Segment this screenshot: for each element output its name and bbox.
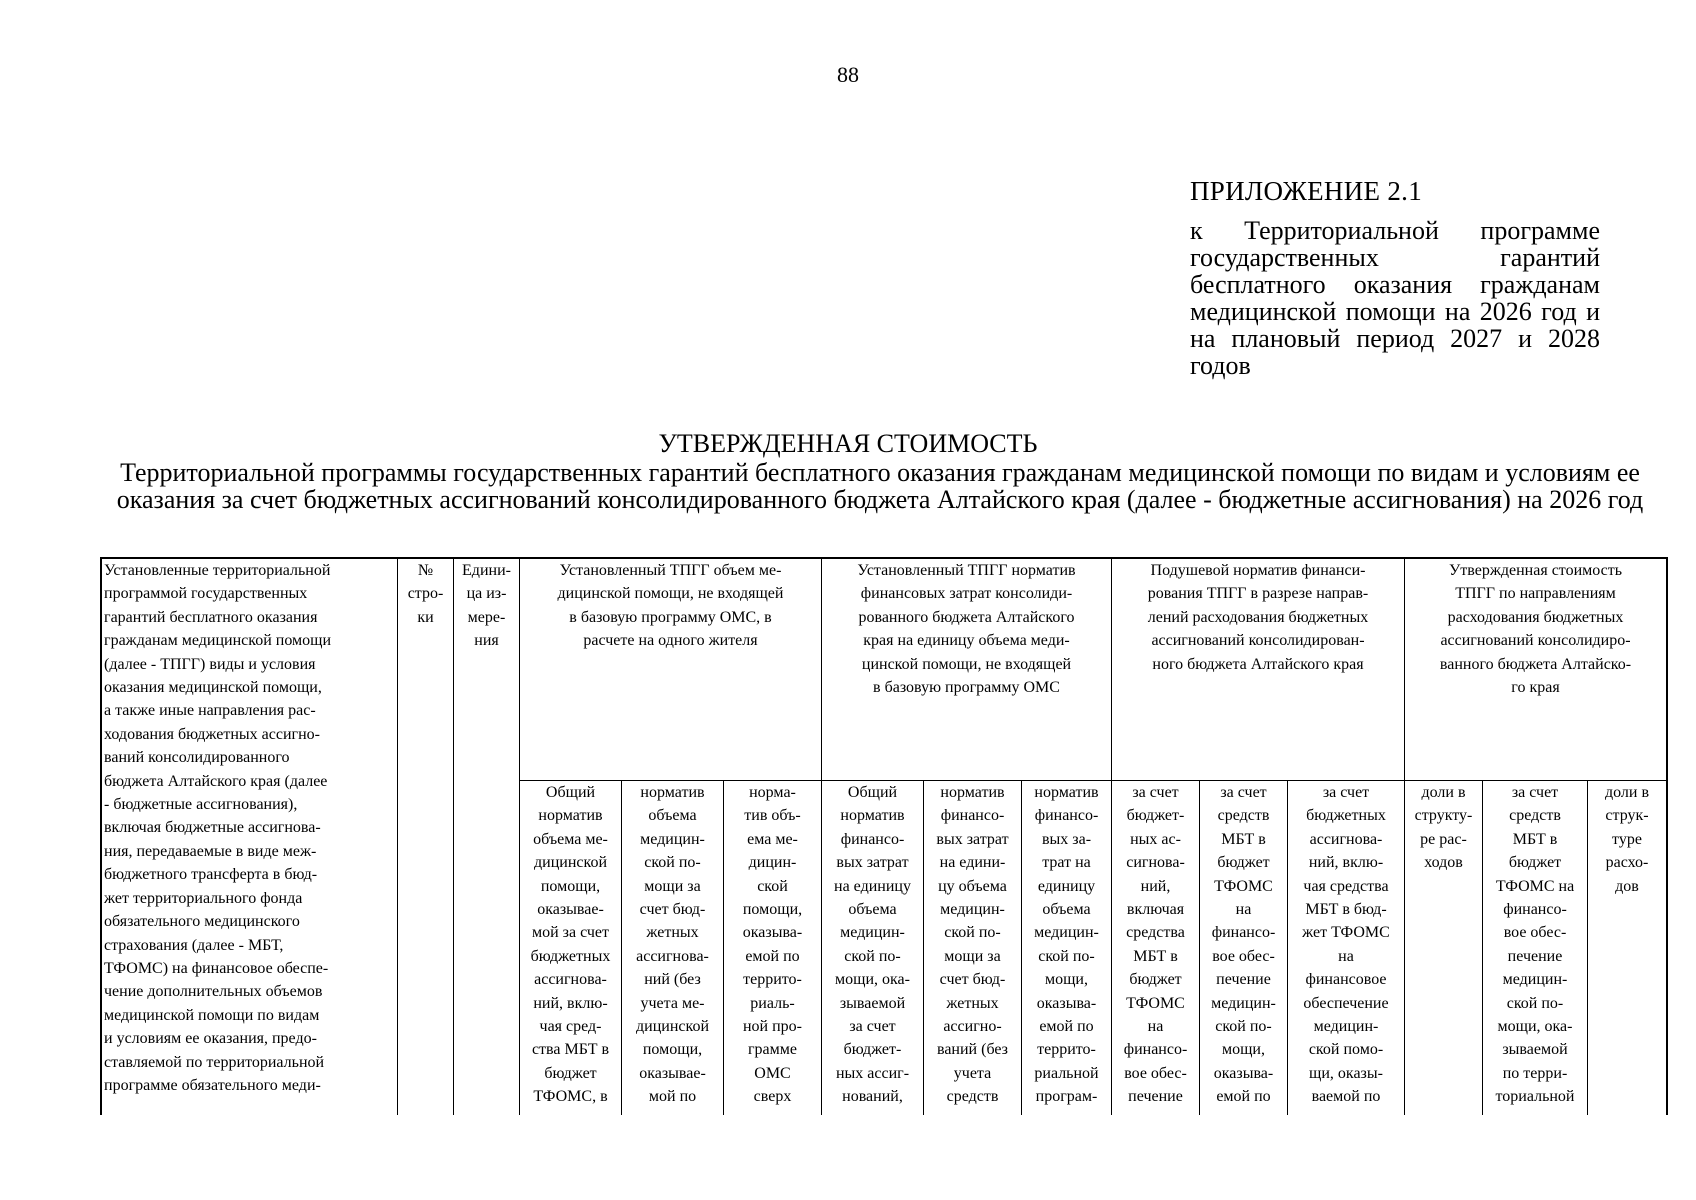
table-subheader-4	[822, 781, 924, 1115]
table-subheader-8	[1200, 781, 1288, 1115]
table-subheader-10	[1405, 781, 1483, 1115]
table-header-group-cost-norm	[822, 559, 1112, 781]
document-subtitle: Территориальной программы государственных гарантий бесплатного оказания гражданам медицинской помощи по видам и условиям ее оказания за счет бюджетных ассигнований консолидированного бюджета Алтайского края (далее - бюджетные ассигнования) на 2026 год	[116, 458, 1644, 514]
table-subheader-3-text: норма- тив объ- ема ме- дицин- ской помощи, оказыва- емой по террито- риаль- ной про- грамме ОМС сверх	[742, 784, 803, 1106]
page-number: 88	[837, 62, 859, 87]
table-header-group-approved-cost-text: Утвержденная стоимость ТПГГ по направлениям расходования бюджетных ассигнований консолидиро- ванного бюджета Алтайско- го края	[1439, 562, 1632, 697]
appendix-title: ПРИЛОЖЕНИЕ 2.1	[1190, 176, 1423, 206]
table-subheader-8-text: за счет средств МБТ в бюджет ТФОМС на финансо- вое обес- печение медицин- ской по- мощи, оказыва- емой по	[1211, 784, 1276, 1106]
table-header-group-approved-cost	[1405, 559, 1666, 781]
table-subheader-5	[924, 781, 1022, 1115]
table-subheader-5-text: норматив финансо- вых затрат на едини- цу объема медицин- ской по- мощи за счет бюд- жетных ассигно- ваний (без учета средств	[936, 784, 1009, 1106]
table-subheader-1-text: Общий норматив объема ме- дицинской помощи, оказывае- мой за счет бюджетных ассигнова- ний, вклю- чая сред- ства МБТ в бюджет ТФОМС, в	[530, 784, 611, 1106]
table-header-group-volume-text: Установленный ТПГГ объем ме- дицинской помощи, не входящей в базовую программу ОМС, в расчете на одного жителя	[557, 562, 784, 650]
table-subheader-7	[1112, 781, 1200, 1115]
table-subheader-4-text: Общий норматив финансо- вых затрат на единицу объема медицин- ской по- мощи, ока- зываемой за счет бюджет- ных ассиг- нований,	[834, 784, 911, 1106]
table-subheader-1	[520, 781, 622, 1115]
cost-table	[100, 557, 1668, 1115]
table-header-unit-text: Едини- ца из- мере- ния	[462, 562, 511, 650]
table-subheader-11	[1483, 781, 1588, 1115]
table-header-row-number-text: № стро- ки	[407, 562, 444, 626]
table-subheader-7-text: за счет бюджет- ных ас- сигнова- ний, включая средства МБТ в бюджет ТФОМС на финансо- вое обес- печение	[1123, 784, 1188, 1106]
table-subheader-12-text: доли в струк- туре расхо- дов	[1604, 784, 1650, 895]
table-header-unit	[454, 559, 520, 1115]
table-subheader-9	[1288, 781, 1405, 1115]
table-subheader-2	[622, 781, 724, 1115]
appendix-block	[1190, 178, 1600, 379]
table-subheader-12	[1588, 781, 1666, 1115]
document-title: УТВЕРЖДЕННАЯ СТОИМОСТЬ	[658, 429, 1038, 458]
table-subheader-6	[1022, 781, 1112, 1115]
table-header-group-per-capita	[1112, 559, 1405, 781]
table-subheader-6-text: норматив финансо- вых за- трат на единицу объема медицин- ской по- мощи, оказыва- емой по террито- риальной програм-	[1034, 784, 1099, 1106]
table-subheader-11-text: за счет средств МБТ в бюджет ТФОМС на финансо- вое обес- печение медицин- ской по- мощи, ока- зываемой по терри- ториальной	[1495, 784, 1575, 1106]
table-header-row-number	[398, 559, 454, 1115]
table-subheader-3	[724, 781, 822, 1115]
table-header-group-per-capita-text: Подушевой норматив финанси- рования ТПГГ в разрезе направ- лений расходования бюджетных ассигнований консолидирован- ного бюджета Алтайского края	[1147, 562, 1369, 673]
table-header-types-of-care-text: Установленные территориальной программой государственных гарантий бесплатного оказания гражданам медицинской помощи (далее - ТПГГ) виды и условия оказания медицинской помощи, а также иные направления рас- ходования бюджетных ассигно- ваний консолидированного бюджета Алтайского края (далее - бюджетные ассигнования), включая бюджетные ассигнова- ния, передаваемые в виде меж- бюджетного трансферта в бюд- жет территориального фонда обязательного медицинского страхования (далее - МБТ, ТФОМС) на финансовое обеспе- чение дополнительных объемов медицинской помощи по видам и условиям ее оказания, предо- ставляемой по территориальной программе обязательного меди-	[104, 562, 332, 1094]
table-header-types-of-care	[102, 559, 398, 1115]
table-header-group-cost-norm-text: Установленный ТПГГ норматив финансовых затрат консолиди- рованного бюджета Алтайского края на единицу объема меди- цинской помощи, не входящей в базовую программу ОМС	[857, 562, 1076, 697]
table-subheader-10-text: доли в структу- ре рас- ходов	[1414, 784, 1473, 872]
table-subheader-2-text: норматив объема медицин- ской по- мощи за счет бюд- жетных ассигнова- ний (без учета ме- дицинской помощи, оказывае- мой по	[635, 784, 709, 1106]
table-subheader-9-text: за счет бюджетных ассигнова- ний, вклю- чая средства МБТ в бюд- жет ТФОМС на финансовое обеспечение медицин- ской помо- щи, оказы- ваемой по	[1302, 784, 1390, 1106]
appendix-text: к Территориальной программе государственных гарантий бесплатного оказания гражданам медицинской помощи на 2026 год и на плановый период 2027 и 2028 годов	[1190, 216, 1600, 380]
table-header-group-volume	[520, 559, 822, 781]
